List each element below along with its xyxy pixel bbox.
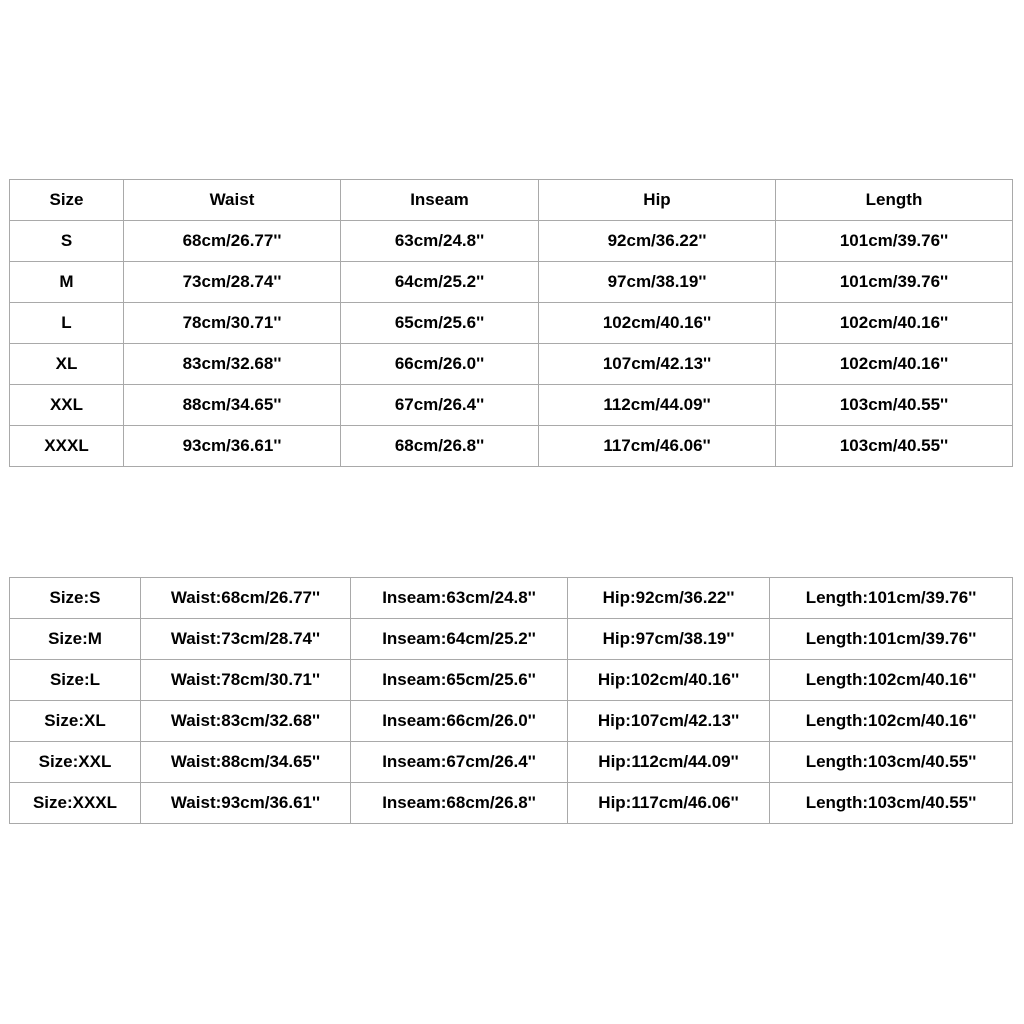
size-chart-table: [9, 179, 1013, 467]
cell-waist: 83cm/32.68'': [124, 344, 341, 385]
table-row: [10, 385, 1013, 426]
cell-hip: 102cm/40.16'': [539, 303, 776, 344]
cell-inseam: 66cm/26.0'': [341, 344, 539, 385]
cell-size: XXL: [10, 385, 124, 426]
cell-inseam: 64cm/25.2'': [341, 262, 539, 303]
cell-waist: Waist:68cm/26.77'': [141, 578, 351, 619]
cell-length: Length:102cm/40.16'': [770, 701, 1013, 742]
cell-waist: 68cm/26.77'': [124, 221, 341, 262]
cell-inseam: Inseam:66cm/26.0'': [351, 701, 568, 742]
cell-hip: 107cm/42.13'': [539, 344, 776, 385]
cell-waist: 93cm/36.61'': [124, 426, 341, 467]
size-list-table: [9, 577, 1013, 824]
cell-size: Size:XXXL: [10, 783, 141, 824]
cell-length: 101cm/39.76'': [776, 221, 1013, 262]
cell-length: 101cm/39.76'': [776, 262, 1013, 303]
table-row: [10, 303, 1013, 344]
cell-inseam: Inseam:68cm/26.8'': [351, 783, 568, 824]
cell-inseam: Inseam:67cm/26.4'': [351, 742, 568, 783]
cell-inseam: 67cm/26.4'': [341, 385, 539, 426]
cell-inseam: Inseam:65cm/25.6'': [351, 660, 568, 701]
cell-inseam: Inseam:63cm/24.8'': [351, 578, 568, 619]
cell-size: Size:S: [10, 578, 141, 619]
cell-inseam: 65cm/25.6'': [341, 303, 539, 344]
table-row: [10, 619, 1013, 660]
cell-hip: Hip:112cm/44.09'': [568, 742, 770, 783]
cell-inseam: 63cm/24.8'': [341, 221, 539, 262]
cell-waist: 88cm/34.65'': [124, 385, 341, 426]
cell-hip: Hip:117cm/46.06'': [568, 783, 770, 824]
cell-inseam: Inseam:64cm/25.2'': [351, 619, 568, 660]
table-row: [10, 701, 1013, 742]
cell-waist: 73cm/28.74'': [124, 262, 341, 303]
cell-size: L: [10, 303, 124, 344]
header-size: Size: [10, 180, 124, 221]
table-row: [10, 578, 1013, 619]
header-hip: Hip: [539, 180, 776, 221]
table-row: [10, 742, 1013, 783]
cell-hip: Hip:97cm/38.19'': [568, 619, 770, 660]
cell-length: 102cm/40.16'': [776, 344, 1013, 385]
cell-waist: Waist:83cm/32.68'': [141, 701, 351, 742]
table-row: [10, 262, 1013, 303]
header-waist: Waist: [124, 180, 341, 221]
cell-waist: Waist:88cm/34.65'': [141, 742, 351, 783]
cell-length: 102cm/40.16'': [776, 303, 1013, 344]
cell-waist: Waist:78cm/30.71'': [141, 660, 351, 701]
header-length: Length: [776, 180, 1013, 221]
cell-length: Length:101cm/39.76'': [770, 578, 1013, 619]
cell-size: Size:M: [10, 619, 141, 660]
cell-length: Length:102cm/40.16'': [770, 660, 1013, 701]
table-row: [10, 426, 1013, 467]
cell-hip: Hip:92cm/36.22'': [568, 578, 770, 619]
cell-length: 103cm/40.55'': [776, 426, 1013, 467]
cell-length: Length:103cm/40.55'': [770, 783, 1013, 824]
cell-length: 103cm/40.55'': [776, 385, 1013, 426]
cell-hip: Hip:107cm/42.13'': [568, 701, 770, 742]
cell-length: Length:101cm/39.76'': [770, 619, 1013, 660]
cell-size: XL: [10, 344, 124, 385]
table-header-row: [10, 180, 1013, 221]
cell-hip: 117cm/46.06'': [539, 426, 776, 467]
cell-size: XXXL: [10, 426, 124, 467]
table-row: [10, 344, 1013, 385]
cell-length: Length:103cm/40.55'': [770, 742, 1013, 783]
cell-size: Size:XL: [10, 701, 141, 742]
table-row: [10, 660, 1013, 701]
table-row: [10, 221, 1013, 262]
cell-hip: Hip:102cm/40.16'': [568, 660, 770, 701]
cell-inseam: 68cm/26.8'': [341, 426, 539, 467]
cell-hip: 92cm/36.22'': [539, 221, 776, 262]
table-row: [10, 783, 1013, 824]
cell-size: S: [10, 221, 124, 262]
cell-hip: 112cm/44.09'': [539, 385, 776, 426]
cell-size: Size:XXL: [10, 742, 141, 783]
cell-size: Size:L: [10, 660, 141, 701]
cell-waist: Waist:73cm/28.74'': [141, 619, 351, 660]
cell-size: M: [10, 262, 124, 303]
cell-hip: 97cm/38.19'': [539, 262, 776, 303]
cell-waist: Waist:93cm/36.61'': [141, 783, 351, 824]
cell-waist: 78cm/30.71'': [124, 303, 341, 344]
header-inseam: Inseam: [341, 180, 539, 221]
